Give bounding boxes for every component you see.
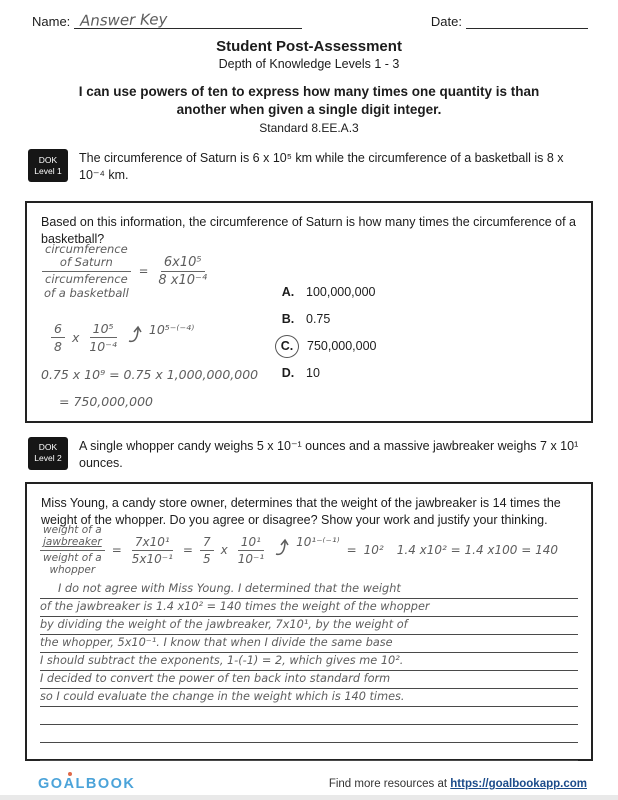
answer-line: I should subtract the exponents, 1-(-1) = 2, which gives me 10². (40, 653, 578, 671)
work2-den-line2: whopper (49, 564, 96, 577)
footer-note (329, 778, 587, 790)
work1-step2-frac1 (51, 321, 65, 354)
work2-word-fraction (40, 524, 105, 577)
work2-frac3-den: 5 (202, 551, 211, 566)
work1-step2-frac2 (86, 321, 120, 354)
work2-line (40, 524, 558, 577)
dok2-problem-text: A single whopper candy weighs 5 x 10⁻¹ ounces and a massive jawbreaker weighs 7 x 10¹ ounces. (79, 438, 579, 470)
date-blank-line (466, 14, 588, 29)
question2-text: Miss Young, a candy store owner, determines that the weight of the jawbreaker is 14 times the weight of the whopper. Do you agree or disagree? Show your work and justify your thinking. (41, 496, 561, 528)
work2-frac2-num: 7x10¹ (132, 535, 173, 551)
answer-line: of the jawbreaker is 1.4 x10² = 140 times the weight of the whopper (40, 599, 578, 617)
name-label: Name: (32, 14, 71, 29)
answer-line: so I could evaluate the change in the weight which is 140 times. (40, 689, 578, 707)
work2-exponent: 10¹⁻⁽⁻¹⁾ (296, 535, 340, 550)
question1-text: Based on this information, the circumference of Saturn is how many times the circumference of a basketball? (41, 214, 576, 246)
logo-text-go: GO (38, 776, 64, 793)
option-c (279, 333, 377, 360)
work2-fraction2 (129, 535, 176, 566)
work1-times: x (71, 329, 80, 345)
name-handwritten-value: Answer Key (80, 10, 168, 30)
work1-step4: = 750,000,000 (59, 393, 153, 409)
work2-tail: 1.4 x10² = 1.4 x100 = 140 (396, 543, 559, 558)
answer-line (40, 725, 578, 743)
work1-ratio-values (155, 255, 210, 289)
dok2-badge-line1: DOK (38, 442, 58, 453)
option-b-value: 0.75 (306, 312, 331, 327)
standard-label: Standard 8.EE.A.3 (259, 121, 359, 136)
work1-step2-exponent: 10⁵⁻⁽⁻⁴⁾ (148, 321, 195, 337)
dok1-badge (28, 149, 68, 182)
dok1-badge-line2: Level 1 (34, 165, 62, 176)
answer-line (40, 707, 578, 725)
work2-frac2-den: 5x10⁻¹ (131, 551, 173, 566)
page-title: Student Post-Assessment (216, 38, 402, 55)
date-label: Date: (430, 14, 462, 29)
work1-step3: 0.75 x 10⁹ = 0.75 x 1,000,000,000 (41, 366, 259, 382)
dok1-problem-text: The circumference of Saturn is 6 x 10⁵ km while the circumference of a basketball is 8 x 10⁻⁴ km. (79, 151, 564, 183)
answer-line: I decided to convert the power of ten back into standard form (40, 671, 578, 689)
work2-result-power: 10² (363, 543, 384, 558)
curved-arrow-icon (274, 537, 289, 557)
header (0, 0, 618, 29)
work1-den-line2: of a basketball (44, 285, 129, 300)
work1-num-line1: circumference (45, 241, 128, 256)
option-b (279, 306, 377, 333)
footer-note-text: Find more resources at (328, 778, 451, 791)
option-a-letter: A. (281, 285, 295, 300)
answer-line: by dividing the weight of the jawbreaker, 7x10¹, by the weight of (40, 617, 578, 635)
page-subtitle: Depth of Knowledge Levels 1 - 3 (218, 57, 400, 71)
option-d-value: 10 (306, 366, 320, 381)
date-field (431, 14, 588, 29)
work2-equals3: = (346, 543, 357, 558)
goalbook-logo (38, 776, 135, 792)
question2-box (25, 482, 593, 761)
option-b-letter: B. (281, 312, 295, 327)
answer-line: I do not agree with Miss Young. I determined that the weight (40, 581, 578, 599)
answer-lines (40, 581, 578, 761)
work2-num-line2: jawbreaker (43, 536, 102, 549)
work2-frac3-num: 7 (200, 535, 214, 551)
work1-ratio-labels (41, 243, 132, 301)
work2-equals2: = (182, 543, 193, 558)
work2-num-line1: weight of a (43, 524, 102, 537)
work1-den-line1: circumference (45, 272, 128, 287)
work1-value-den: 8 x10⁻⁴ (158, 273, 208, 289)
option-a-value: 100,000,000 (306, 285, 376, 300)
work1-step2 (51, 321, 194, 354)
dok1-section (28, 149, 588, 185)
work1-step2-den: 8 (54, 338, 62, 354)
option-d-letter: D. (281, 366, 295, 381)
answer-options (279, 279, 377, 387)
work2-fraction3 (200, 535, 214, 566)
footer (38, 776, 587, 792)
work1-num-line2: of Saturn (59, 255, 113, 270)
dok2-badge (28, 437, 68, 470)
option-c-value: 750,000,000 (307, 339, 377, 354)
option-d (279, 360, 377, 387)
answer-line: the whopper, 5x10⁻¹. I know that when I divide the same base (40, 635, 578, 653)
scan-edge (0, 795, 618, 800)
work2-equals1: = (111, 543, 122, 558)
dok2-badge-line2: Level 2 (34, 453, 62, 464)
work1-step2-pow-den: 10⁻⁴ (89, 338, 117, 354)
answer-line (40, 743, 578, 761)
work1-equals: = (138, 263, 149, 278)
work1-ratio (41, 243, 210, 301)
work2-frac4-num: 10¹ (238, 535, 264, 551)
option-a (279, 279, 377, 306)
work2-frac4-den: 10⁻¹ (237, 551, 265, 566)
work1-step2-num: 6 (51, 321, 65, 338)
work1-step2-pow-num: 10⁵ (90, 321, 117, 338)
work1-value-num: 6x10⁵ (161, 255, 205, 273)
question1-box (25, 201, 593, 423)
option-c-letter: C. (275, 335, 299, 358)
work2-den-line1: weight of a (43, 551, 102, 564)
curved-arrow-icon (127, 324, 142, 344)
logo-text-a: A (63, 776, 76, 793)
goalbook-link[interactable]: https://goalbookapp.com (450, 778, 587, 791)
learning-objective: I can use powers of ten to express how many times one quantity is than another when given a single digit integer. (78, 84, 540, 117)
dok1-badge-line1: DOK (38, 154, 58, 165)
work2-fraction4 (235, 535, 267, 566)
work2-times: x (220, 543, 228, 558)
logo-text-lbook: LBOOK (75, 776, 136, 793)
name-blank-line (74, 10, 302, 30)
dok2-section (28, 437, 588, 473)
name-field (32, 10, 302, 30)
